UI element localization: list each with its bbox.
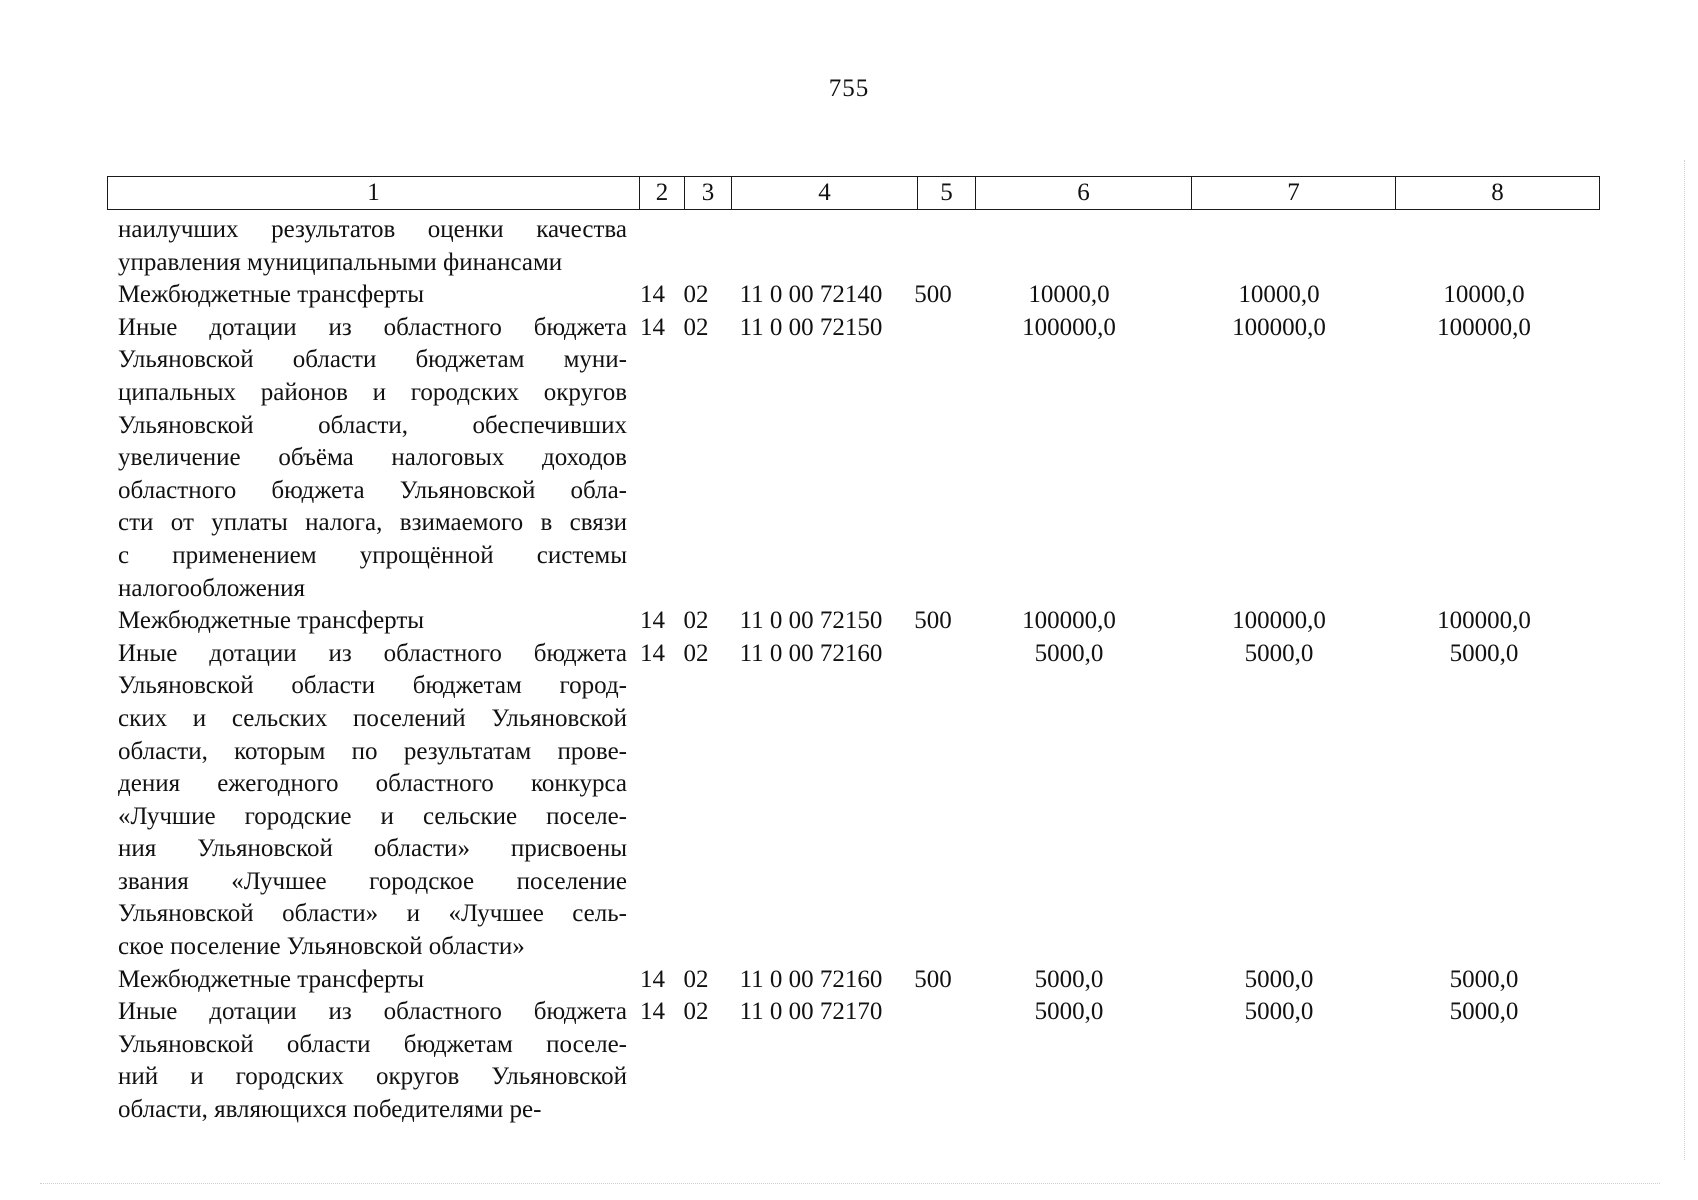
description-line: управления муниципальными финансами	[118, 248, 563, 276]
cell-target-code: 11 0 00 72160	[739, 639, 883, 667]
cell-expense-type: 500	[914, 965, 952, 993]
cell-subsection: 02	[683, 607, 709, 635]
cell-amount-year-1: 100000,0	[1022, 313, 1116, 341]
table-row	[107, 279, 1599, 312]
description-line: Ульяновской области, обеспечивших	[118, 411, 627, 439]
cell-amount-year-1: 5000,0	[1034, 639, 1104, 667]
row-description	[107, 638, 627, 964]
cell-target-code: 11 0 00 72140	[739, 281, 883, 309]
description-line: Ульяновской области бюджетам город-	[118, 672, 627, 700]
description-line: Иные дотации из областного бюджета	[118, 313, 627, 341]
column-header-6: 6	[976, 177, 1192, 210]
description-line: сти от уплаты налога, взимаемого в связи	[118, 509, 627, 537]
cell-amount-year-2: 5000,0	[1244, 998, 1314, 1026]
description-line: Межбюджетные трансферты	[118, 607, 425, 635]
cell-expense-type: 500	[914, 281, 952, 309]
row-description	[107, 312, 627, 605]
description-line: областного бюджета Ульяновской обла-	[118, 476, 627, 504]
row-description	[107, 964, 627, 997]
description-line: «Лучшие городские и сельские поселе-	[118, 802, 627, 830]
description-line: наилучших результатов оценки качества	[118, 216, 627, 243]
table-row	[107, 638, 1599, 964]
description-line: области, являющихся победителями ре-	[118, 1096, 542, 1124]
cell-subsection: 02	[683, 313, 709, 341]
description-line: Иные дотации из областного бюджета	[118, 998, 627, 1026]
column-header-table	[107, 176, 1600, 210]
scan-noise-bottom	[40, 1183, 1660, 1186]
description-line: дения ежегодного областного конкурса	[118, 770, 627, 798]
description-line: увеличение объёма налоговых доходов	[118, 444, 627, 472]
cell-amount-year-2: 5000,0	[1244, 965, 1314, 993]
cell-section: 14	[640, 313, 665, 341]
description-line: Ульяновской области бюджетам поселе-	[118, 1030, 627, 1058]
cell-amount-year-2: 100000,0	[1232, 607, 1326, 635]
row-description	[107, 605, 627, 638]
cell-amount-year-3: 100000,0	[1437, 313, 1531, 341]
column-header-4: 4	[732, 177, 918, 210]
cell-amount-year-2: 5000,0	[1244, 639, 1314, 667]
column-header-1: 1	[108, 177, 640, 210]
cell-target-code: 11 0 00 72150	[739, 313, 883, 341]
cell-subsection: 02	[683, 965, 709, 993]
cell-expense-type: 500	[914, 607, 952, 635]
description-line: Ульяновской области бюджетам муни-	[118, 346, 627, 374]
cell-section: 14	[640, 965, 665, 993]
description-line: Иные дотации из областного бюджета	[118, 639, 627, 667]
table-row	[107, 964, 1599, 997]
column-header-7: 7	[1192, 177, 1396, 210]
cell-subsection: 02	[683, 639, 709, 667]
cell-amount-year-3: 5000,0	[1449, 998, 1519, 1026]
scan-noise-right	[1684, 160, 1687, 1160]
cell-section: 14	[640, 281, 665, 309]
description-line: ское поселение Ульяновской области»	[118, 933, 525, 961]
description-line: ний и городских округов Ульяновской	[118, 1063, 627, 1091]
cell-amount-year-1: 100000,0	[1022, 607, 1116, 635]
table-row	[107, 312, 1599, 605]
description-line: ских и сельских поселений Ульяновской	[118, 704, 627, 732]
column-header-3: 3	[685, 177, 732, 210]
cell-amount-year-3: 100000,0	[1437, 607, 1531, 635]
cell-subsection: 02	[683, 998, 709, 1026]
cell-section: 14	[640, 607, 665, 635]
row-description	[107, 279, 627, 312]
cell-amount-year-2: 100000,0	[1232, 313, 1326, 341]
row-description	[107, 996, 627, 1126]
description-line: звания «Лучшее городское поселение	[118, 867, 627, 895]
cell-target-code: 11 0 00 72170	[739, 998, 883, 1026]
cell-subsection: 02	[683, 281, 709, 309]
cell-amount-year-3: 5000,0	[1449, 965, 1519, 993]
column-header-5: 5	[918, 177, 976, 210]
description-line: Межбюджетные трансферты	[118, 281, 425, 309]
table-row	[107, 996, 1599, 1126]
cell-target-code: 11 0 00 72160	[739, 965, 883, 993]
table-row	[107, 605, 1599, 638]
description-line: налогообложения	[118, 574, 306, 602]
cell-target-code: 11 0 00 72150	[739, 607, 883, 635]
description-line: области, которым по результатам прове-	[118, 737, 627, 765]
column-header-row	[108, 177, 1600, 210]
description-line: Межбюджетные трансферты	[118, 965, 425, 993]
cell-amount-year-1: 5000,0	[1034, 998, 1104, 1026]
row-description	[107, 214, 627, 279]
cell-section: 14	[640, 639, 665, 667]
column-header-2: 2	[640, 177, 685, 210]
cell-amount-year-3: 10000,0	[1443, 281, 1525, 309]
description-line: ния Ульяновской области» присвоены	[118, 835, 627, 863]
table-row	[107, 214, 1599, 279]
cell-amount-year-1: 10000,0	[1028, 281, 1110, 309]
cell-amount-year-2: 10000,0	[1238, 281, 1320, 309]
cell-section: 14	[640, 998, 665, 1026]
page-number: 755	[828, 75, 870, 102]
column-header-8: 8	[1396, 177, 1600, 210]
cell-amount-year-1: 5000,0	[1034, 965, 1104, 993]
cell-amount-year-3: 5000,0	[1449, 639, 1519, 667]
description-line: ципальных районов и городских округов	[118, 378, 627, 406]
budget-table-body	[107, 214, 1599, 1127]
description-line: Ульяновской области» и «Лучшее сель-	[118, 900, 627, 928]
description-line: с применением упрощённой системы	[118, 541, 627, 569]
